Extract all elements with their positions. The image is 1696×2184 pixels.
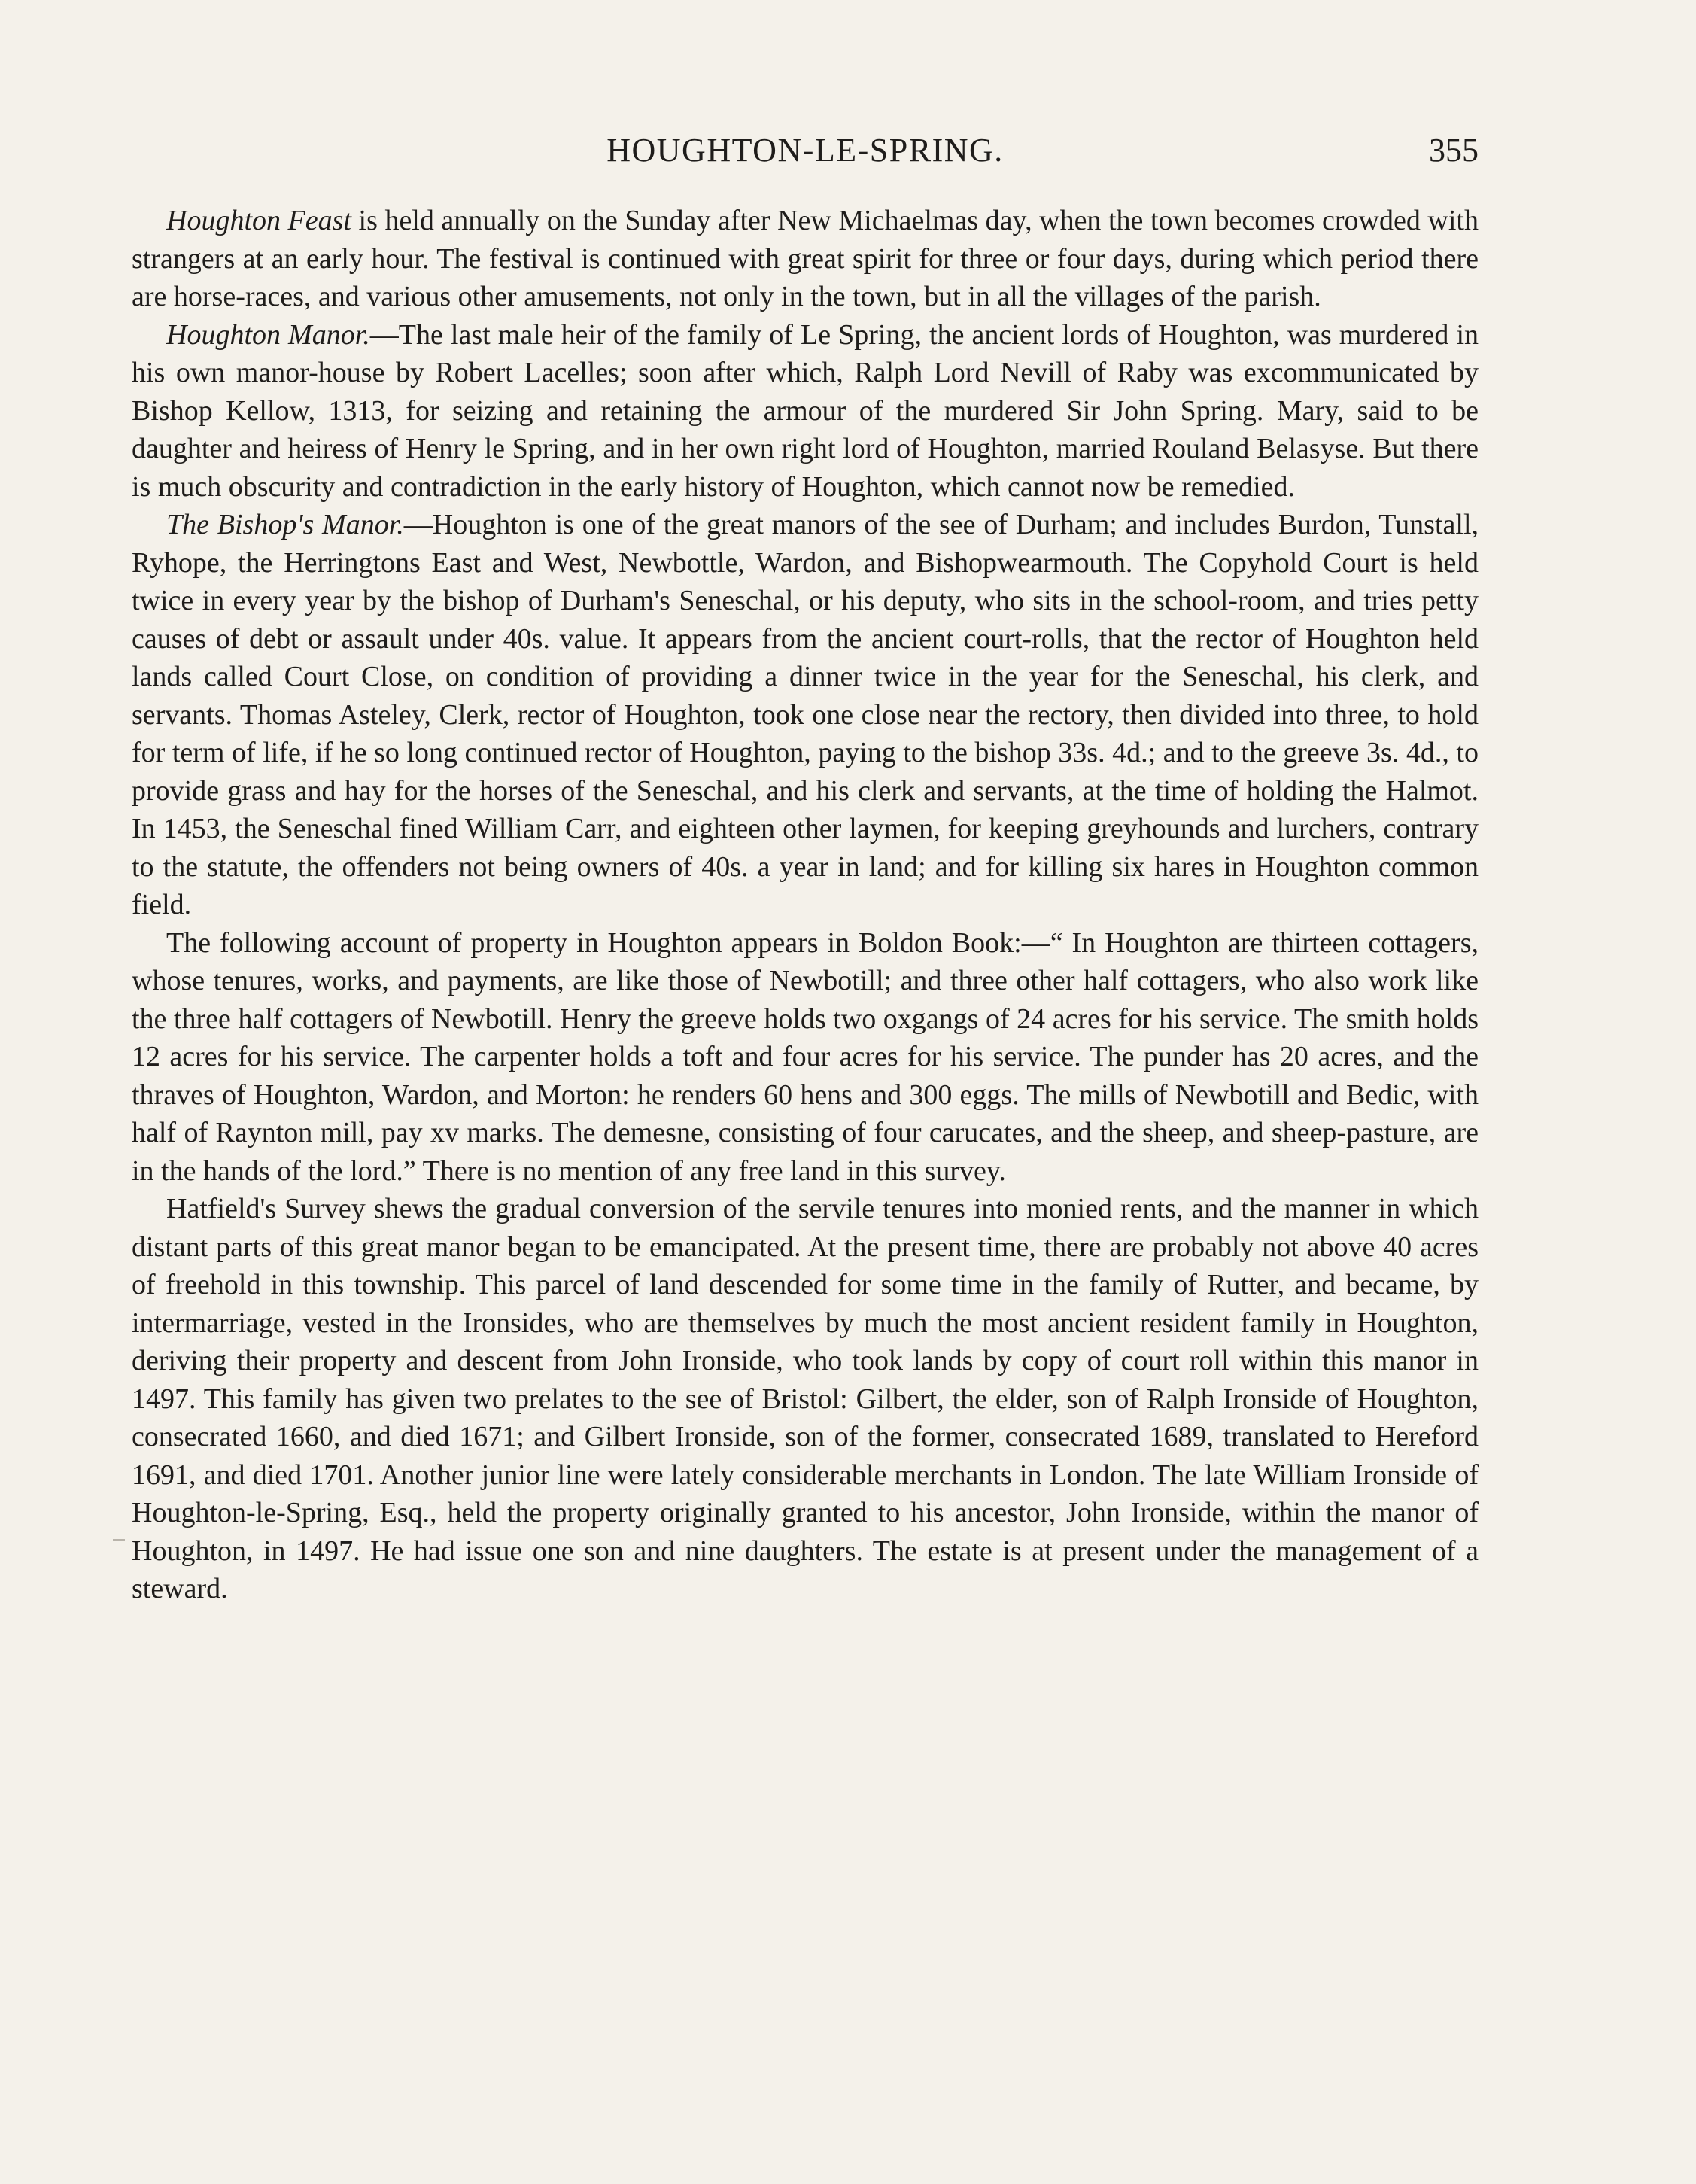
paragraph-text: —Houghton is one of the great manors of the see of Durham; and includes Burdon, Tunstall, Ryhope, the Herringtons East and West, Newbottle, Wardon, and Bishopwearmouth. The Copyhold Court is held twice in every year by the bishop of Durham's Seneschal, or his deputy, who sits in the school-room, and tries petty causes of debt or assault under 40s. value. It appears from the ancient court-rolls, that the rector of Houghton held lands called Court Close, on condition of providing a dinner twice in the year for the Seneschal, his clerk, and servants. Thomas Asteley, Clerk, rector of Houghton, took one close near the rectory, then divided into three, to hold for term of life, if he so long continued rector of Houghton, paying to the bishop 33s. 4d.; and to the greeve 3s. 4d., to provide grass and hay for the horses of the Seneschal, and his clerk and servants, at the time of holding the Halmot. In 1453, the Seneschal fined William Carr, and eighteen other laymen, for keeping greyhounds and lurchers, contrary to the statute, the offenders not being owners of 40s. a year in land; and for killing six hares in Houghton common field. [132, 509, 1479, 920]
page-header [132, 128, 1479, 173]
paragraph-text: Hatfield's Survey shews the gradual conversion of the servile tenures into monied rents, and the manner in which distant parts of this great manor began to be emancipated. At the present time, there are probably not above 40 acres of freehold in this township. This parcel of land descended for some time in the family of Rutter, and became, by intermarriage, vested in the Ironsides, who are themselves by much the most ancient resident family in Houghton, deriving their property and descent from John Ironside, who took lands by copy of court roll within this manor in 1497. This family has given two prelates to the see of Bristol: Gilbert, the elder, son of Ralph Ironside of Houghton, consecrated 1660, and died 1671; and Gilbert Ironside, son of the former, consecrated 1689, translated to Hereford 1691, and died 1701. Another junior line were lately considerable merchants in London. The late William Ironside of Houghton-le-Spring, Esq., held the property originally granted to his ancestor, John Ironside, within the manor of Houghton, in 1497. He had issue one son and nine daughters. The estate is at present under the management of a steward. [132, 1193, 1479, 1605]
paragraph-boldon-book [132, 924, 1479, 1191]
running-title: HOUGHTON-LE-SPRING. [606, 132, 1004, 169]
paragraph-text: is held annually on the Sunday after New Michaelmas day, when the town becomes crowded with strangers at an early hour. The festival is continued with great spirit for three or four days, during which period there are horse-races, and various other amusements, not only in the town, but in all the villages of the parish. [132, 205, 1479, 312]
paragraph-lead-heading: Houghton Manor. [166, 318, 370, 351]
paragraph-lead-heading: Houghton Feast [166, 205, 351, 236]
paragraph-lead-heading: The Bishop's Manor. [166, 509, 404, 540]
body-text [132, 202, 1479, 1608]
paragraph-hatfields-survey [132, 1190, 1479, 1608]
paragraph-bishops-manor [132, 506, 1479, 924]
paragraph-text: The following account of property in Houghton appears in Boldon Book:—“ In Houghton are thirteen cottagers, whose tenures, works, and payments, are like those of Newbotill; and three other half cottagers, who also work like the three half cottagers of Newbotill. Henry the greeve holds two oxgangs of 24 acres for his service. The smith holds 12 acres for his service. The carpenter holds a toft and four acres for his service. The punder has 20 acres, and the thraves of Houghton, Wardon, and Morton: he renders 60 hens and 300 eggs. The mills of Newbotill and Bedic, with half of Raynton mill, pay xv marks. The demesne, consisting of four carucates, and the sheep, and sheep-pasture, are in the hands of the lord.” There is no mention of any free land in this survey. [132, 926, 1479, 1187]
paragraph-houghton-manor [132, 316, 1479, 506]
paragraph-text: —The last male heir of the family of Le Spring, the ancient lords of Houghton, was murdered in his own manor-house by Robert Lacelles; soon after which, Ralph Lord Nevill of Raby was excommunicated by Bishop Kellow, 1313, for seizing and retaining the armour of the murdered Sir John Spring. Mary, said to be daughter and heiress of Henry le Spring, and in her own right lord of Houghton, married Rouland Belasyse. But there is much obscurity and contradiction in the early history of Houghton, which cannot now be remedied. [132, 318, 1479, 503]
page-number: 355 [1429, 132, 1479, 169]
margin-mark [113, 1539, 125, 1541]
paragraph-houghton-feast [132, 202, 1479, 316]
